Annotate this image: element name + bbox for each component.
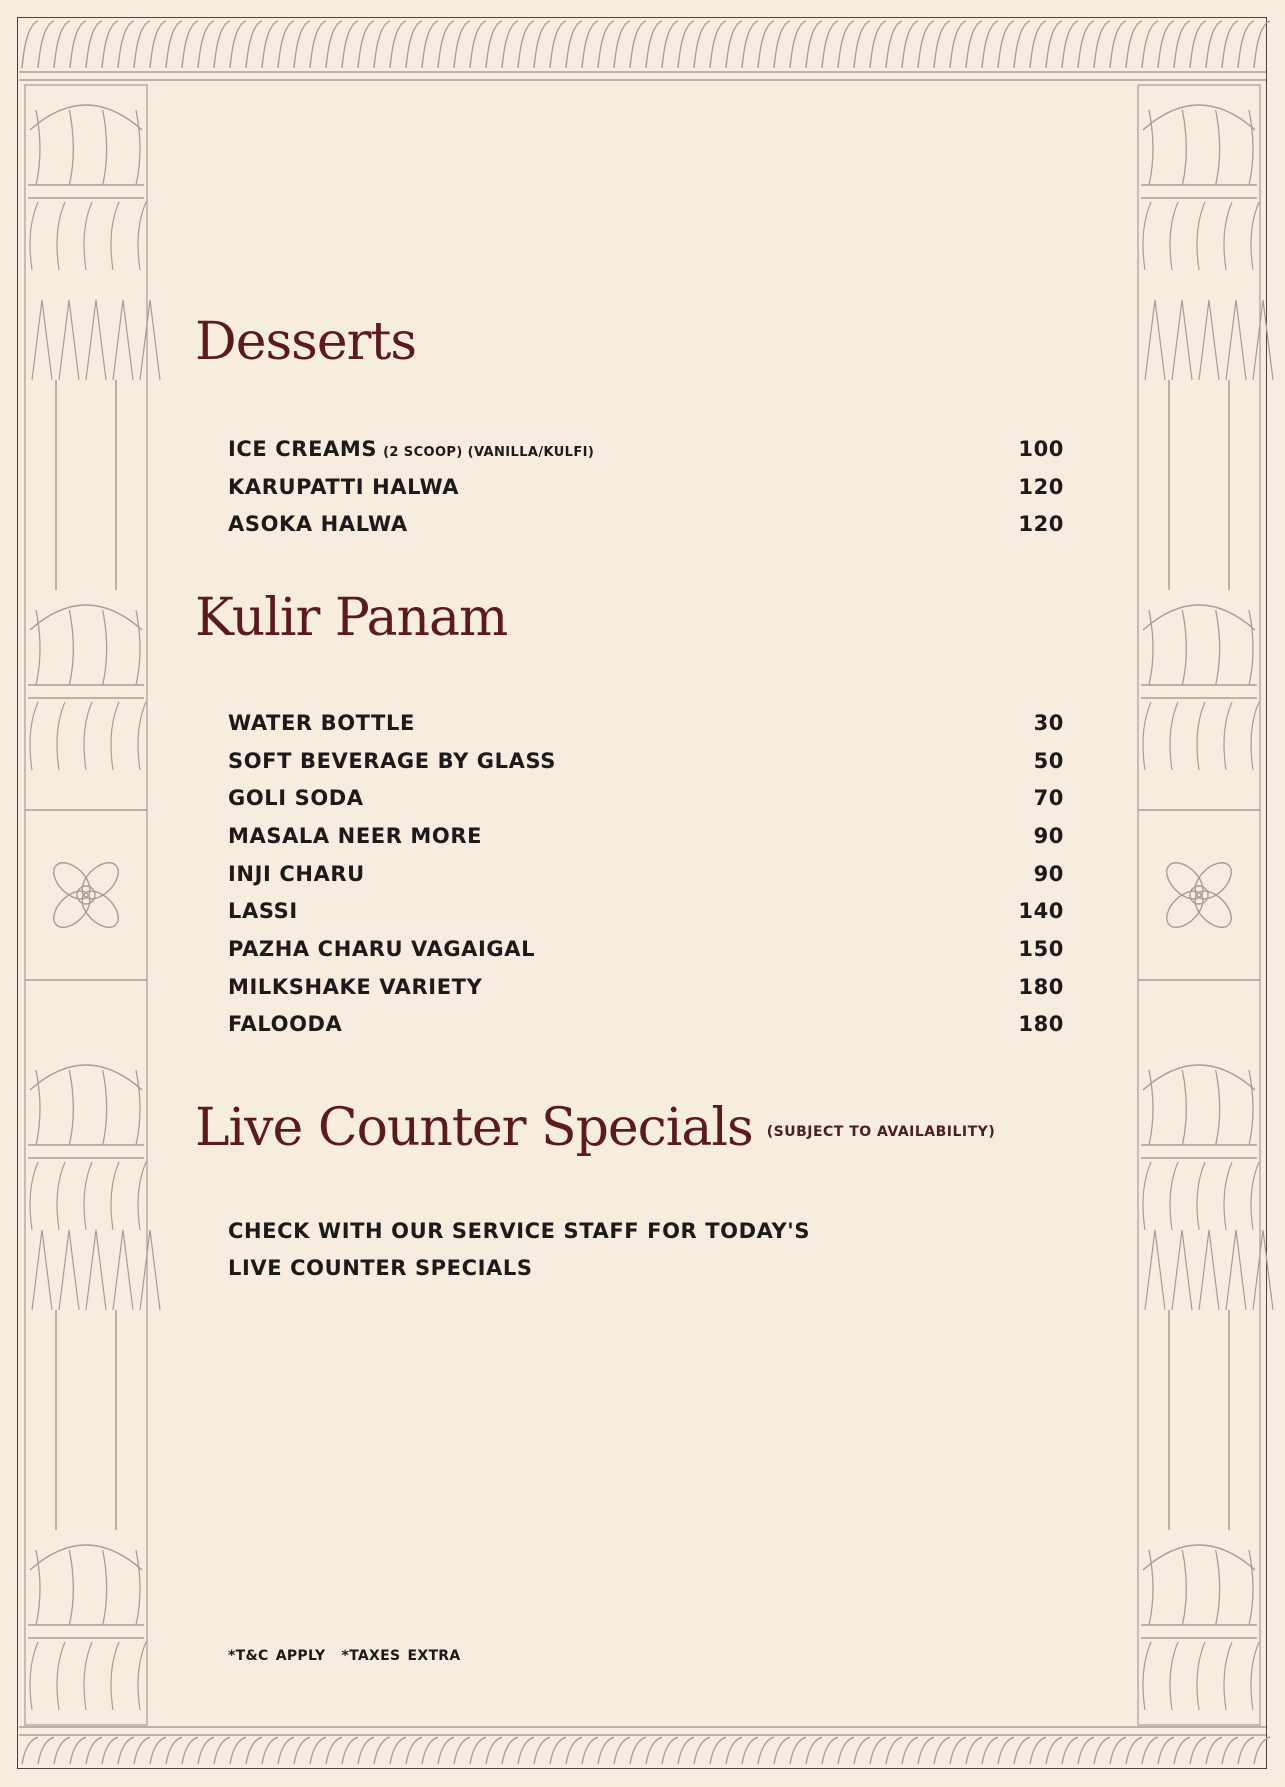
footer-notes bbox=[228, 1648, 477, 1664]
section-title-kulir-panam: Kulir Panam bbox=[195, 588, 508, 648]
description-line: CHECK WITH OUR SERVICE STAFF FOR TODAY'S bbox=[228, 1219, 811, 1243]
menu-item bbox=[228, 930, 1064, 968]
menu-item bbox=[228, 742, 1064, 780]
item-price: 120 bbox=[1018, 512, 1064, 537]
item-name: INJI CHARU bbox=[228, 861, 365, 886]
menu-item bbox=[228, 817, 1064, 855]
menu-item bbox=[228, 505, 1064, 543]
kulir-panam-list bbox=[228, 704, 1064, 1043]
item-price: 30 bbox=[1033, 710, 1064, 735]
item-name: MILKSHAKE VARIETY bbox=[228, 974, 483, 999]
item-name: LASSI bbox=[228, 899, 298, 924]
item-name: SOFT BEVERAGE BY GLASS bbox=[228, 748, 556, 773]
item-name: WATER BOTTLE bbox=[228, 710, 415, 735]
item-name: FALOODA bbox=[228, 1012, 343, 1037]
desserts-list bbox=[228, 430, 1064, 543]
menu-item bbox=[228, 468, 1064, 506]
section-title-live-counter bbox=[195, 1098, 995, 1158]
item-price: 180 bbox=[1018, 974, 1064, 999]
item-name: PAZHA CHARU VAGAIGAL bbox=[228, 936, 536, 961]
description-line: LIVE COUNTER SPECIALS bbox=[228, 1256, 533, 1280]
item-name: MASALA NEER MORE bbox=[228, 823, 483, 848]
menu-item bbox=[228, 1006, 1064, 1044]
item-price: 90 bbox=[1033, 861, 1064, 886]
section-title-desserts: Desserts bbox=[195, 312, 417, 372]
menu-item bbox=[228, 704, 1064, 742]
item-price: 90 bbox=[1033, 823, 1064, 848]
item-price: 140 bbox=[1018, 899, 1064, 924]
item-price: 50 bbox=[1033, 748, 1064, 773]
live-counter-description bbox=[228, 1213, 810, 1287]
live-counter-title: Live Counter Specials bbox=[195, 1098, 753, 1158]
item-price: 100 bbox=[1018, 436, 1064, 461]
item-name: ASOKA HALWA bbox=[228, 512, 408, 537]
tc-note: *T&C APPLY bbox=[228, 1648, 326, 1664]
menu-item bbox=[228, 855, 1064, 893]
item-name: GOLI SODA bbox=[228, 786, 364, 811]
item-price: 150 bbox=[1018, 936, 1064, 961]
availability-note: (SUBJECT TO AVAILABILITY) bbox=[766, 1123, 996, 1140]
item-name: KARUPATTI HALWA bbox=[228, 474, 460, 499]
item-price: 70 bbox=[1033, 786, 1064, 811]
menu-item bbox=[228, 968, 1064, 1006]
item-detail: (2 SCOOP) (VANILLA/KULFI) bbox=[383, 444, 595, 460]
menu-item bbox=[228, 892, 1064, 930]
menu-item bbox=[228, 779, 1064, 817]
item-name: ICE CREAMS bbox=[228, 436, 378, 461]
item-price: 180 bbox=[1018, 1012, 1064, 1037]
item-price: 120 bbox=[1018, 474, 1064, 499]
menu-item bbox=[228, 430, 1064, 468]
taxes-note: *TAXES EXTRA bbox=[341, 1648, 461, 1664]
